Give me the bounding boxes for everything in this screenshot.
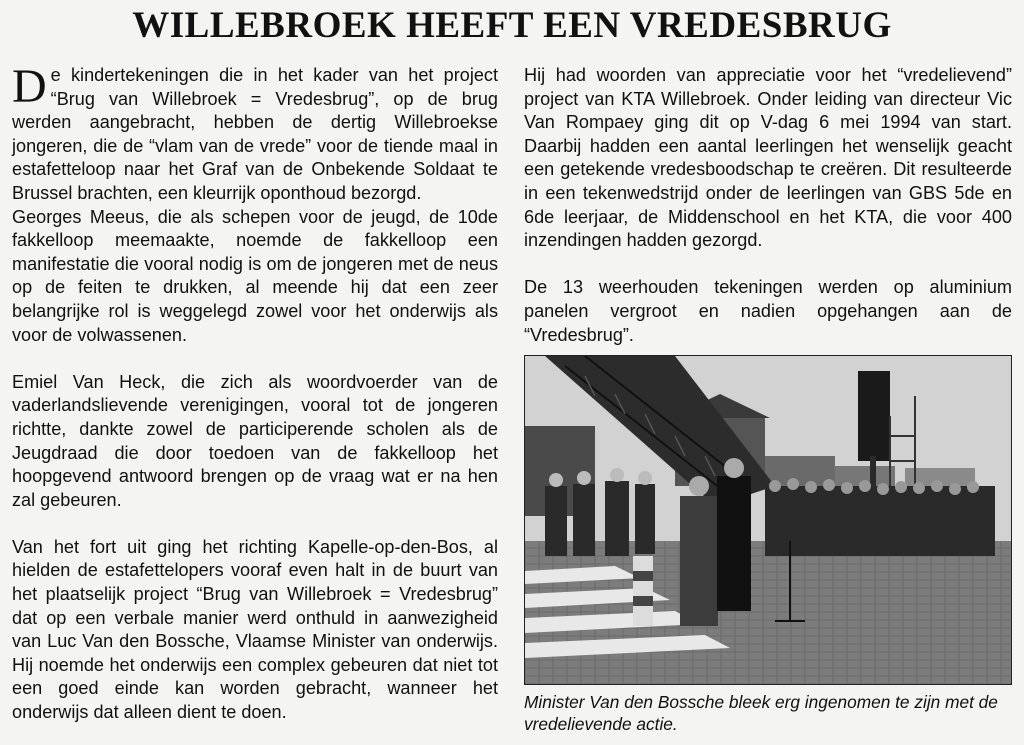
article-title: WILLEBROEK HEEFT EEN VREDESBRUG bbox=[132, 5, 892, 46]
left-column bbox=[12, 60, 498, 725]
drop-cap: D bbox=[12, 60, 47, 113]
paragraph bbox=[12, 60, 498, 206]
paragraph: Georges Meeus, die als schepen voor de jeugd, de 10de fakkelloop meemaakte, noemde de fakkelloop een manifestatie die vooral nodig is om de jongeren met de neus op de feiten te drukken, al meende hij dat een zeer belangrijke rol is weggelegd zowel voor het onderwijs als voor de volwassenen. bbox=[12, 206, 498, 345]
paragraph: Emiel Van Heck, die zich als woordvoerder van de vaderlandslievende verenigingen, vooral tot de jongeren richtte, dankte zowel de participerende scholen als de Jeugdraad die door toedoen van de fakkelloop het hoopgevend antwoord brengen op de vraag wat er na hen zal gebeuren. bbox=[12, 371, 498, 510]
paragraph-text: e kindertekeningen die in het kader van het project “Brug van Willebroek = Vredesbrug”, op de brug werden aangebracht, hebben de dertig Willebroekse jongeren, die de “vlam van de vrede” voor de tiende maal in estafetteloop naar het Graf van de Onbekende Soldaat te Brussel brachten, een kleurrijk oponthoud bezorgd. bbox=[12, 65, 498, 203]
paragraph: Hij had woorden van appreciatie voor het “vredelievend” project van KTA Willebroek. Onder leiding van directeur Vic Van Rompaey ging dit op V-dag 6 mei 1994 van start. Daarbij hadden een aantal leerlingen het wenselijk geacht een getekende vredesboodschap te creëren. Dit resulteerde in een tekenwedstrijd onder de leerlingen van GBS 5de en 6de leerjaar, de Middenschool en het KTA, die voor 400 inzendingen hadden gezorgd. bbox=[524, 65, 1012, 251]
paragraph: Van het fort uit ging het richting Kapelle-op-den-Bos, al hielden de estafettelopers vooraf even halt in de buurt van het plaatselijk project “Brug van Willebroek = Vredesbrug” dat op een verbale manier werd onthuld in aanwezigheid van Luc Van den Bossche, Vlaamse Minister van onderwijs. Hij noemde het onderwijs een complex gebeuren dat niet tot een goed einde kan worden gebracht, wanneer het onderwijs dat alleen dient te doen. bbox=[12, 536, 498, 723]
paragraph: De 13 weerhouden tekeningen werden op aluminium panelen vergroot en nadien opgehangen aan de “Vredesbrug”. bbox=[524, 277, 1012, 345]
right-column bbox=[524, 64, 1012, 347]
article-photo bbox=[524, 355, 1012, 685]
photo-caption: Minister Van den Bossche bleek erg ingenomen te zijn met de vredelievende actie. bbox=[524, 692, 998, 734]
